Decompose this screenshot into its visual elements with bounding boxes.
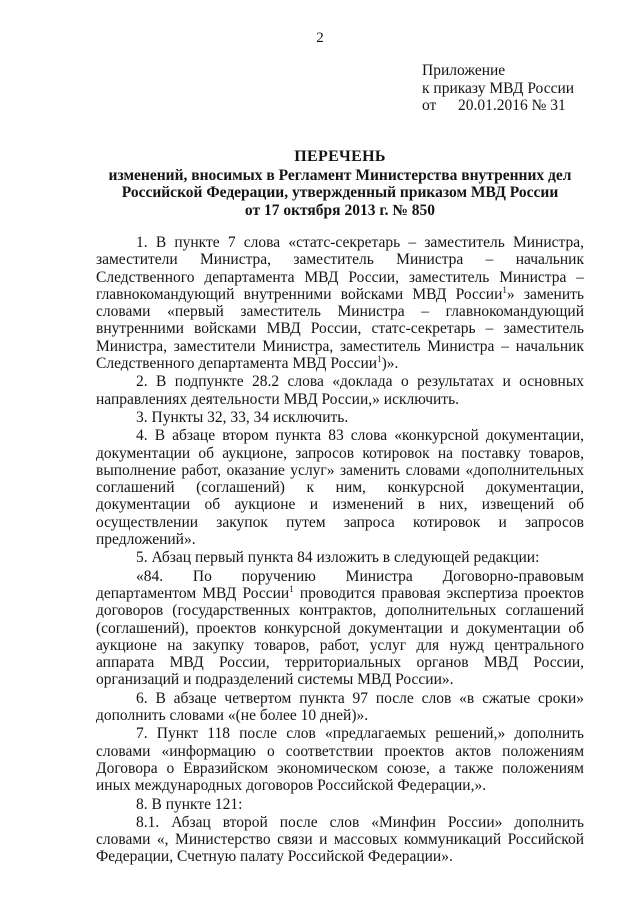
appendix-order-ref: к приказу МВД России <box>422 79 575 97</box>
item-1-text-b: » заменить словами «первый заместитель Министра – главнокомандующий внутренними войсками МВД России, статс-секретарь – заместитель Министра, заместители Министра, заместитель Министра – начальник Следственного департамента МВД России <box>96 285 584 373</box>
document-title: ПЕРЕЧЕНЬ <box>294 148 386 165</box>
item-1 <box>96 234 584 372</box>
item-5: 5. Абзац первый пункта 84 изложить в следующей редакции: <box>136 549 540 567</box>
footnote-mark: 1 <box>502 284 507 295</box>
item-2: 2. В подпункте 28.2 слова «доклада о результатах и основных направлениях деятельности МВД России,» исключить. <box>96 373 584 408</box>
item-5-quote <box>96 568 584 689</box>
item-7: 7. Пункт 118 после слов «предлагаемых решений,» дополнить словами «информацию о соответствии проектов актов положениям Договора о Евразийском экономическом союзе, а также положениям иных международных договоров Российской Федерации,». <box>96 725 584 795</box>
item-1-text-a: 1. В пункте 7 слова «статс-секретарь – заместитель Министра, заместители Министра, заместитель Министра – начальник Следственного департамента МВД России, заместитель Министра – главнокомандующий внутренними войсками МВД России <box>96 234 584 303</box>
appendix-label: Приложение <box>422 62 506 79</box>
item-8: 8. В пункте 121: <box>136 795 243 813</box>
appendix-date-line <box>422 97 574 115</box>
item-3: 3. Пункты 32, 33, 34 исключить. <box>136 408 349 426</box>
footnote-mark: 1 <box>377 353 382 364</box>
footnote-mark: 1 <box>289 583 294 594</box>
appendix-block <box>422 62 574 115</box>
appendix-ot: от <box>422 97 437 114</box>
item-6: 6. В абзаце четвертом пункта 97 после слов «в сжатые сроки» дополнить словами «(не более 10 дней)». <box>96 689 584 725</box>
item-5-quote-a: «84. По поручению Министра Договорно-правовым департаментом МВД России <box>96 567 584 602</box>
heading-line-3: от 17 октября 2013 г. № 850 <box>244 201 436 219</box>
item-8-1: 8.1. Абзац второй после слов «Минфин России» дополнить словами «, Министерство связи и массовых коммуникаций Российской Федерации, Счетную палату Российской Федерации». <box>96 813 584 866</box>
item-4: 4. В абзаце втором пункта 83 слова «конкурсной документации, документации об аукционе, запросов котировок на поставку товаров, выполнение работ, оказание услуг» заменить словами «дополнительных соглашений (соглашений) к ним, конкурсной документации, документации об аукционе и изменений в них, извещений об осуществлении закупок путем запроса котировок и запросов предложений». <box>96 427 584 549</box>
document-body <box>96 234 584 866</box>
page-number: 2 <box>316 30 324 46</box>
document-heading <box>80 148 600 219</box>
item-1-text-c: )». <box>381 355 399 373</box>
heading-line-1: изменений, вносимых в Регламент Министерства внутренних дел <box>108 166 572 184</box>
heading-line-2: Российской Федерации, утвержденный приказом МВД России <box>121 184 559 201</box>
item-5-quote-b: проводится правовая экспертиза проектов договоров (государственных контрактов, дополнительных соглашений (соглашений), проектов конкурсной документации и документации об аукционе на закупку товаров, работ, услуг для нужд центрального аппарата МВД России, территориальных органов МВД России, организаций и подразделений системы МВД России». <box>96 584 584 689</box>
appendix-date-number: 20.01.2016 № 31 <box>458 97 566 114</box>
